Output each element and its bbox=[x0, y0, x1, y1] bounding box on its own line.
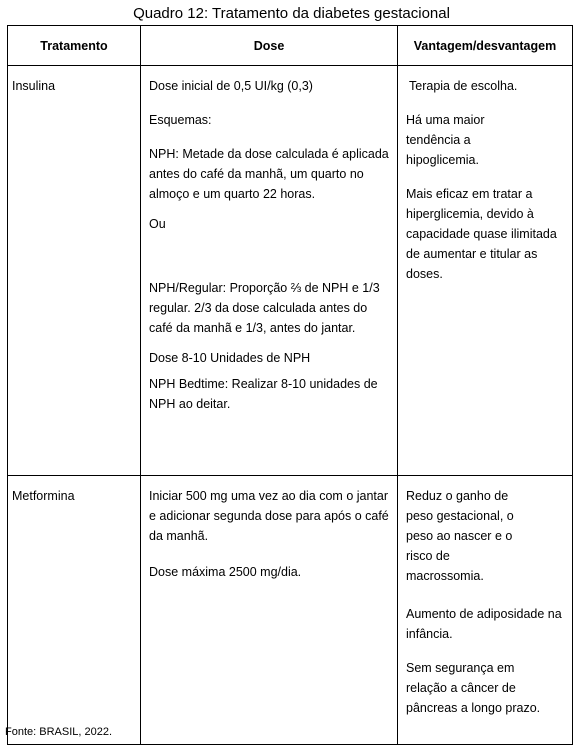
treatment-cell bbox=[8, 476, 141, 745]
table-row-metformina bbox=[8, 476, 573, 745]
dose-paragraph: NPH/Regular: Proporção ⅔ de NPH e 1/3 regular. 2/3 da dose calculada antes do café da manhã e 1/3, antes do jantar. bbox=[149, 281, 380, 335]
dose-cell bbox=[141, 476, 398, 745]
treatment-table bbox=[7, 25, 573, 745]
dose-paragraph: Esquemas: bbox=[149, 113, 212, 127]
advantage-paragraph: Terapia de escolha. bbox=[409, 79, 518, 93]
dose-paragraph: Dose 8-10 Unidades de NPH bbox=[149, 351, 311, 365]
header-dose: Dose bbox=[141, 26, 398, 66]
dose-paragraph: Dose inicial de 0,5 UI/kg (0,3) bbox=[149, 79, 313, 93]
advantage-paragraph: Reduz o ganho de peso gestacional, o peso ao nascer e o risco de macrossomia. bbox=[406, 489, 514, 583]
dose-paragraph: NPH Bedtime: Realizar 8-10 unidades de NPH ao deitar. bbox=[149, 377, 378, 411]
dose-cell bbox=[141, 66, 398, 476]
source-note: Fonte: BRASIL, 2022. bbox=[5, 726, 113, 738]
table-header-row bbox=[8, 26, 573, 66]
dose-paragraph: Ou bbox=[149, 217, 166, 231]
treatment-cell bbox=[8, 66, 141, 476]
header-treatment: Tratamento bbox=[8, 26, 141, 66]
dose-paragraph: Iniciar 500 mg uma vez ao dia com o jantar e adicionar segunda dose para após o café da manhã. bbox=[149, 489, 389, 543]
advantage-paragraph: Sem segurança em relação a câncer de pâncreas a longo prazo. bbox=[406, 661, 541, 715]
dose-paragraph: NPH: Metade da dose calculada é aplicada antes do café da manhã, um quarto no almoço e um quarto 22 horas. bbox=[149, 147, 389, 201]
advantage-cell bbox=[398, 66, 573, 476]
treatment-name: Insulina bbox=[12, 79, 56, 93]
header-advantages: Vantagem/desvantagem bbox=[398, 26, 573, 66]
advantage-paragraph: Há uma maior tendência a hipoglicemia. bbox=[406, 113, 485, 167]
advantage-paragraph: Mais eficaz em tratar a hiperglicemia, devido à capacidade quase ilimitada de aumentar e titular as doses. bbox=[406, 187, 557, 281]
advantage-paragraph: Aumento de adiposidade na infância. bbox=[406, 607, 562, 641]
advantage-cell bbox=[398, 476, 573, 745]
table-row-insulina bbox=[8, 66, 573, 476]
table-caption: Quadro 12: Tratamento da diabetes gestacional bbox=[133, 5, 450, 22]
dose-paragraph: Dose máxima 2500 mg/dia. bbox=[149, 565, 302, 579]
treatment-name: Metformina bbox=[12, 489, 75, 503]
